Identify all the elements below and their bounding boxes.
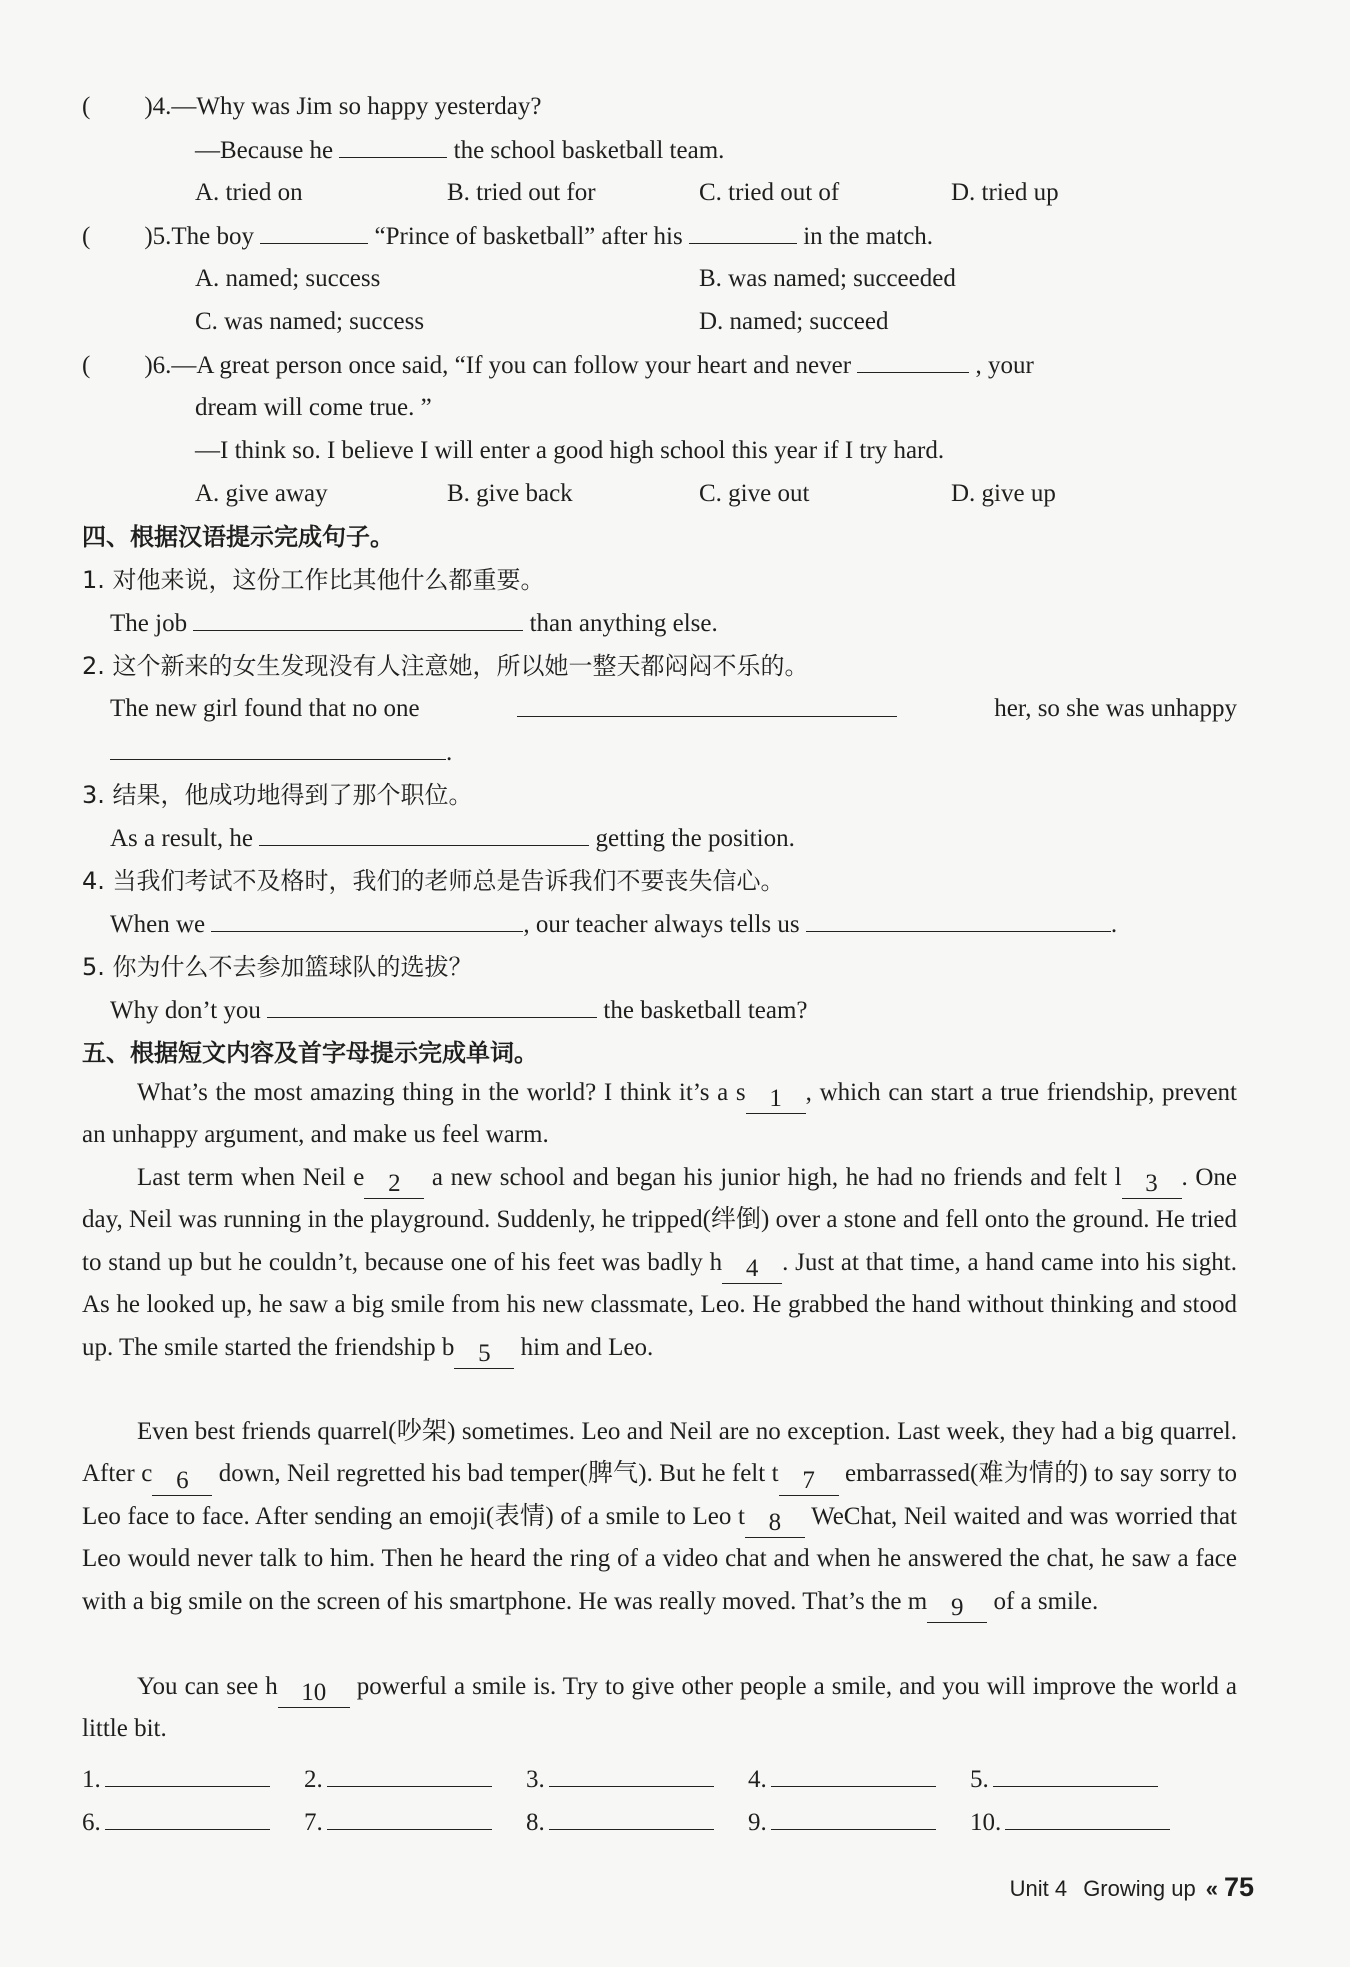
option-a[interactable]: A. named; success (195, 265, 381, 292)
mc-options-6 (195, 479, 1056, 509)
option-c[interactable]: C. was named; success (195, 308, 425, 335)
option-d[interactable]: D. named; succeed (699, 308, 889, 335)
unit-label: Unit 4 (1009, 1876, 1068, 1901)
mc-options-5b (195, 307, 889, 337)
blank[interactable] (806, 909, 1111, 932)
translation-prompt-2: 2. 这个新来的女生发现没有人注意她，所以她一整天都闷闷不乐的。 (82, 652, 809, 680)
passage-paragraph-4: You can see h 10 powerful a smile is. Try to give other people a smile, and you will improve the world a little bit. (82, 1673, 1237, 1743)
cloze-blank-7[interactable]: 7 (779, 1467, 839, 1496)
page-footer (1010, 1872, 1254, 1903)
mc-options-5a (195, 264, 956, 294)
blank[interactable] (211, 909, 523, 932)
mc-options-4 (195, 178, 1059, 208)
answer-blank-3[interactable] (549, 1764, 714, 1787)
blank[interactable] (517, 694, 897, 717)
option-c[interactable]: C. tried out of (699, 179, 840, 206)
option-d[interactable]: D. tried up (951, 179, 1059, 206)
cloze-blank-4[interactable]: 4 (722, 1255, 782, 1284)
answer-blank-1[interactable] (105, 1764, 270, 1787)
cloze-blank-9[interactable]: 9 (927, 1594, 987, 1623)
answer-paren[interactable]: ( ) (82, 223, 153, 250)
passage-paragraph-2: Last term when Neil e 2 a new school and began his junior high, he had no friends and felt l 3 . One day, Neil was running in the playground. Suddenly, he tripped(绊倒) over a stone and fell onto the ground. He tried to stand up but he couldn’t, because one of his feet was badly h 4 . Just at that time, a hand came into his sight. As he looked up, he saw a big smile from his new classmate, Leo. He grabbed the hand without thinking and stood up. The smile started the friendship b 5 him and Leo. (82, 1164, 1237, 1368)
blank[interactable] (110, 737, 446, 760)
translation-prompt-3: 3. 结果，他成功地得到了那个职位。 (82, 781, 473, 809)
blank[interactable] (689, 221, 797, 244)
answer-blank-8[interactable] (549, 1807, 714, 1830)
translation-prompt-4: 4. 当我们考试不及格时，我们的老师总是告诉我们不要丧失信心。 (82, 867, 785, 895)
cloze-blank-1[interactable]: 1 (746, 1085, 806, 1114)
blank[interactable] (267, 995, 597, 1018)
translation-prompt-1: 1. 对他来说，这份工作比其他什么都重要。 (82, 566, 545, 594)
translation-line-3: As a result, he getting the position. (110, 825, 795, 852)
mc-question-6: ( )6.—A great person once said, “If you can follow your heart and never , your (82, 352, 1034, 379)
double-chevron-left-icon: « (1205, 1876, 1218, 1901)
mc-question-4-line2: —Because he the school basketball team. (195, 137, 725, 164)
cloze-blank-5[interactable]: 5 (454, 1340, 514, 1369)
translation-line-2b: . (110, 737, 452, 768)
blank[interactable] (339, 135, 447, 158)
mc-question-5: ( )5.The boy “Prince of basketball” after his in the match. (82, 223, 934, 250)
option-b[interactable]: B. give back (447, 480, 573, 507)
translation-line-4: When we , our teacher always tells us . (110, 911, 1118, 938)
answer-blank-2[interactable] (327, 1764, 492, 1787)
answer-paren[interactable]: ( ) (82, 93, 153, 120)
passage-paragraph-3: Even best friends quarrel(吵架) sometimes. Leo and Neil are no exception. Last week, they had a big quarrel. After c 6 down, Neil regretted his bad temper(脾气). But he felt t 7 embarrassed(难为情的) to say sorry to Leo face to face. After sending an emoji(表情) of a smile to Leo t 8 WeChat, Neil waited and was worried that Leo would never talk to him. Then he heard the ring of a video chat and when he answered the chat, he saw a face with a big smile on the screen of his smartphone. He was really moved. That’s the m 9 of a smile. (82, 1418, 1238, 1622)
question-stem: —Why was Jim so happy yesterday? (171, 93, 542, 120)
answer-blank-4[interactable] (771, 1764, 936, 1787)
section-4-title: 四、根据汉语提示完成句子。 (82, 523, 394, 551)
blank[interactable] (260, 221, 368, 244)
option-b[interactable]: B. tried out for (447, 179, 596, 206)
mc-question-6-line2: dream will come true. ” (195, 394, 432, 421)
unit-title: Growing up (1083, 1876, 1196, 1901)
answer-row-2: 6. 7. 8. 9. 10. (82, 1807, 1192, 1838)
option-a[interactable]: A. give away (195, 480, 328, 507)
cloze-blank-3[interactable]: 3 (1122, 1170, 1182, 1199)
option-a[interactable]: A. tried on (195, 179, 303, 206)
answer-row-1: 1. 2. 3. 4. 5. (82, 1764, 1192, 1795)
cloze-blank-6[interactable]: 6 (152, 1467, 212, 1496)
mc-question-6-line3: —I think so. I believe I will enter a good high school this year if I try hard. (195, 437, 945, 464)
blank[interactable] (193, 608, 523, 631)
answer-blank-9[interactable] (771, 1807, 936, 1830)
blank[interactable] (857, 350, 969, 373)
answer-blank-7[interactable] (327, 1807, 492, 1830)
answer-blank-10[interactable] (1005, 1807, 1170, 1830)
answer-blank-5[interactable] (993, 1764, 1158, 1787)
cloze-blank-8[interactable]: 8 (745, 1509, 805, 1538)
option-b[interactable]: B. was named; succeeded (699, 265, 956, 292)
passage-paragraph-1: What’s the most amazing thing in the world? I think it’s a s 1 , which can start a true friendship, prevent an unhappy argument, and make us feel warm. (82, 1079, 1237, 1149)
option-d[interactable]: D. give up (951, 480, 1056, 507)
section-5-title: 五、根据短文内容及首字母提示完成单词。 (82, 1039, 538, 1067)
translation-line-2: The new girl found that no one her, so she was unhappy (110, 695, 1237, 722)
option-c[interactable]: C. give out (699, 480, 810, 507)
translation-line-1: The job than anything else. (110, 610, 718, 637)
mc-question-4 (82, 92, 541, 122)
translation-prompt-5: 5. 你为什么不去参加篮球队的选拔？ (82, 953, 473, 981)
question-number: 4. (152, 93, 172, 120)
page-number: 75 (1223, 1872, 1254, 1902)
answer-paren[interactable]: ( ) (82, 352, 153, 379)
cloze-blank-10[interactable]: 10 (278, 1679, 350, 1708)
answer-blank-6[interactable] (105, 1807, 270, 1830)
translation-line-5: Why don’t you the basketball team? (110, 997, 808, 1024)
cloze-blank-2[interactable]: 2 (364, 1170, 424, 1199)
blank[interactable] (259, 823, 589, 846)
